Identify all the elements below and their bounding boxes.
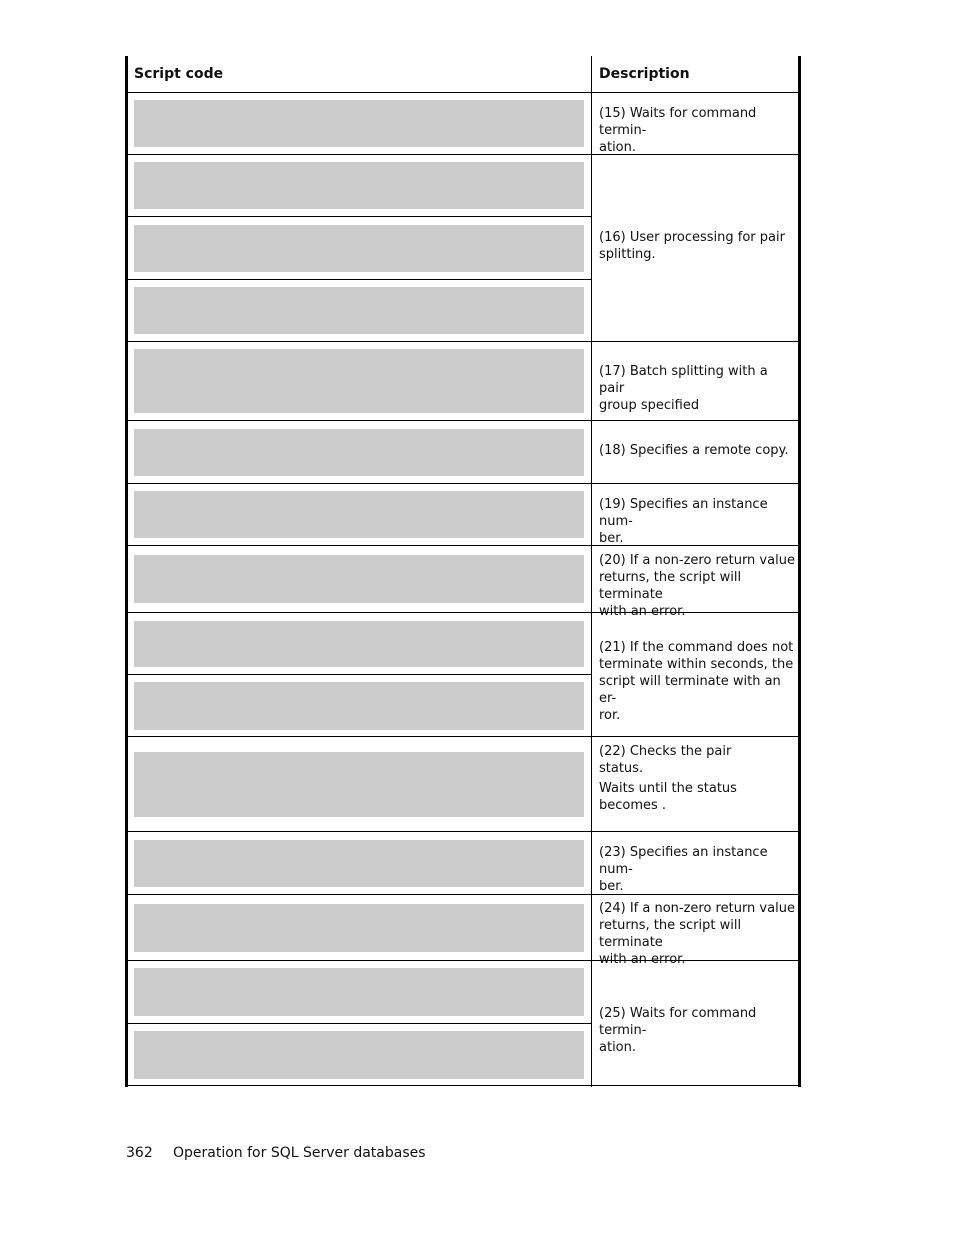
description-line: (15) Waits for command termin- [599,106,757,138]
description-line: ation. [599,140,637,155]
description-line: group specified [599,398,700,413]
code-block [134,621,584,667]
table-border-left [125,56,128,1087]
code-block [134,349,584,413]
code-block [134,429,584,476]
column-divider [591,56,592,1087]
description-line: ber. [599,879,624,894]
row-separator [125,736,801,737]
description-25 [599,1005,795,1056]
row-separator [125,483,801,484]
description-line: with an error. [599,604,686,619]
row-separator [125,420,801,421]
row-separator [125,341,801,342]
description-line: (23) Specifies an instance num- [599,845,768,877]
code-sub-separator [125,674,591,675]
description-line: (19) Specifies an instance num- [599,497,768,529]
page-number: 362 [126,1145,153,1161]
description-23 [599,844,795,895]
description-line: (21) If the command does not [599,640,794,655]
row-separator [125,831,801,832]
description-21 [599,639,795,724]
code-block [134,968,584,1016]
code-block [134,225,584,272]
description-line: status. [599,761,644,776]
description-line: (25) Waits for command termin- [599,1006,757,1038]
code-block [134,100,584,147]
description-line: (20) If a non-zero return value [599,553,795,568]
description-22 [599,743,795,814]
description-line: (22) Checks the pair [599,744,732,759]
description-line: becomes . [599,798,667,813]
table-border-right [798,56,801,1087]
description-line: ation. [599,1040,637,1055]
header-rule [125,92,801,93]
code-block [134,162,584,209]
table-bottom-rule [125,1085,801,1086]
code-sub-separator [125,216,591,217]
header-description: Description [599,66,690,82]
code-sub-separator [125,279,591,280]
description-24 [599,900,795,968]
description-20 [599,552,795,620]
code-block [134,752,584,817]
code-block [134,287,584,334]
description-17 [599,363,795,414]
code-sub-separator [125,1023,591,1024]
description-line: splitting. [599,247,656,262]
section-title: Operation for SQL Server databases [173,1145,426,1161]
description-line: terminate within seconds, the [599,657,794,672]
description-line: returns, the script will terminate [599,570,742,602]
script-table [125,56,801,1087]
description-line: script will terminate with an er- [599,674,781,706]
code-block [134,555,584,603]
description-line: (24) If a non-zero return value [599,901,795,916]
description-line: with an error. [599,952,686,967]
description-line: ber. [599,531,624,546]
description-line: (18) Specifies a remote copy. [599,443,789,458]
code-block [134,904,584,952]
description-19 [599,496,795,547]
description-18 [599,442,795,459]
code-block [134,840,584,887]
code-block [134,491,584,538]
code-block [134,1031,584,1079]
description-15 [599,105,795,156]
description-line: returns, the script will terminate [599,918,742,950]
description-line: (17) Batch splitting with a pair [599,364,768,396]
description-line: (16) User processing for pair [599,230,785,245]
code-block [134,682,584,730]
description-line: Waits until the status [599,781,737,796]
description-line: ror. [599,708,621,723]
description-16 [599,229,795,263]
header-script-code: Script code [134,66,224,82]
